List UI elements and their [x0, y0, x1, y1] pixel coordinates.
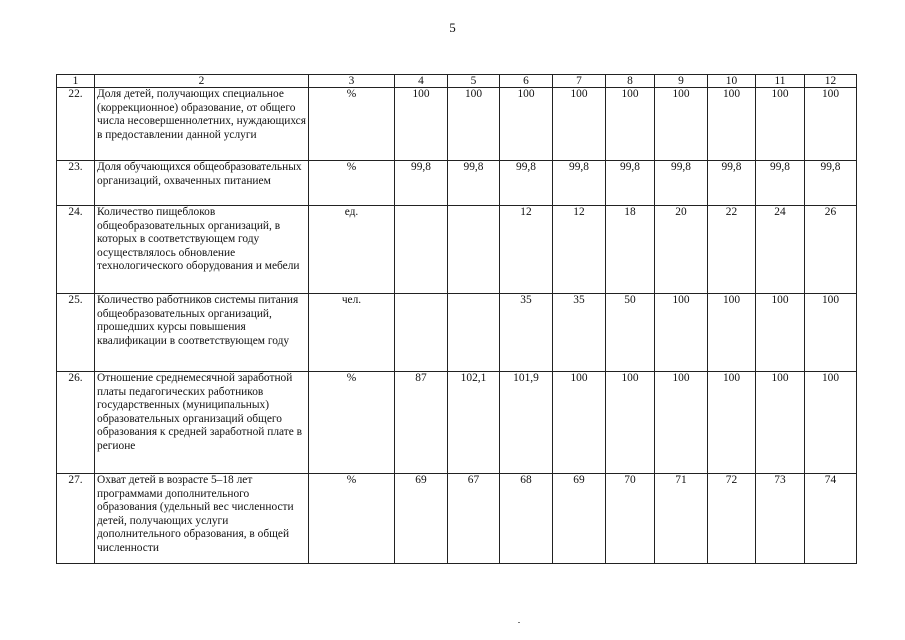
indicator-name: Охват детей в возрасте 5–18 лет программами дополнительного образования (удельный вес численности детей, получающих услуги дополнительного образования, в общей численности — [95, 474, 309, 564]
value-cell: 22 — [708, 206, 756, 294]
column-header: 9 — [655, 75, 708, 88]
value-cell: 87 — [395, 372, 448, 474]
value-cell: 100 — [708, 294, 756, 372]
row-number: 25. — [57, 294, 95, 372]
unit-cell: % — [309, 88, 395, 161]
value-cell: 99,8 — [606, 161, 655, 206]
value-cell: 100 — [500, 88, 553, 161]
column-header: 2 — [95, 75, 309, 88]
indicator-name: Количество работников системы питания общеобразовательных организаций, прошедших курсы повышения квалификации в соответствующем году — [95, 294, 309, 372]
column-header: 6 — [500, 75, 553, 88]
value-cell — [395, 206, 448, 294]
value-cell: 100 — [655, 88, 708, 161]
value-cell: 99,8 — [805, 161, 857, 206]
value-cell: 100 — [606, 372, 655, 474]
value-cell: 100 — [655, 372, 708, 474]
unit-cell: % — [309, 372, 395, 474]
value-cell: 73 — [756, 474, 805, 564]
value-cell: 99,8 — [756, 161, 805, 206]
value-cell: 100 — [395, 88, 448, 161]
column-header: 5 — [448, 75, 500, 88]
value-cell: 71 — [655, 474, 708, 564]
value-cell: 100 — [756, 88, 805, 161]
value-cell: 69 — [553, 474, 606, 564]
value-cell: 26 — [805, 206, 857, 294]
table-row — [57, 372, 857, 474]
column-header: 1 — [57, 75, 95, 88]
table-row — [57, 88, 857, 161]
value-cell — [448, 206, 500, 294]
value-cell: 100 — [606, 88, 655, 161]
indicator-name: Доля детей, получающих специальное (коррекционное) образование, от общего числа несовершеннолетних, нуждающихся в предоставлении данной услуги — [95, 88, 309, 161]
row-number: 24. — [57, 206, 95, 294]
value-cell: 35 — [500, 294, 553, 372]
value-cell: 70 — [606, 474, 655, 564]
value-cell: 50 — [606, 294, 655, 372]
unit-cell: чел. — [309, 294, 395, 372]
value-cell: 12 — [500, 206, 553, 294]
value-cell: 24 — [756, 206, 805, 294]
value-cell: 100 — [655, 294, 708, 372]
column-header: 12 — [805, 75, 857, 88]
value-cell: 100 — [553, 372, 606, 474]
value-cell: 100 — [805, 372, 857, 474]
column-header: 8 — [606, 75, 655, 88]
value-cell: 99,8 — [448, 161, 500, 206]
value-cell: 99,8 — [655, 161, 708, 206]
value-cell: 67 — [448, 474, 500, 564]
value-cell: 100 — [708, 372, 756, 474]
row-number: 23. — [57, 161, 95, 206]
row-number: 27. — [57, 474, 95, 564]
indicator-name: Количество пищеблоков общеобразовательных организаций, в которых в соответствующем году осуществлялось обновление технологического оборудования и мебели — [95, 206, 309, 294]
table-row — [57, 206, 857, 294]
indicator-name: Отношение среднемесячной заработной платы педагогических работников государственных (муниципальных) образовательных организаций общего образования к средней заработной плате в регионе — [95, 372, 309, 474]
row-number: 26. — [57, 372, 95, 474]
value-cell: 68 — [500, 474, 553, 564]
value-cell: 100 — [756, 294, 805, 372]
value-cell: 20 — [655, 206, 708, 294]
value-cell: 18 — [606, 206, 655, 294]
indicator-name: Доля обучающихся общеобразовательных организаций, охваченных питанием — [95, 161, 309, 206]
value-cell — [448, 294, 500, 372]
indicators-table — [56, 74, 857, 564]
value-cell: 99,8 — [395, 161, 448, 206]
unit-cell: % — [309, 474, 395, 564]
value-cell — [395, 294, 448, 372]
column-header: 10 — [708, 75, 756, 88]
value-cell: 99,8 — [708, 161, 756, 206]
value-cell: 99,8 — [500, 161, 553, 206]
value-cell: 100 — [756, 372, 805, 474]
scan-speck — [518, 622, 520, 623]
value-cell: 100 — [708, 88, 756, 161]
value-cell: 72 — [708, 474, 756, 564]
value-cell: 100 — [805, 88, 857, 161]
table-row — [57, 161, 857, 206]
column-header: 11 — [756, 75, 805, 88]
value-cell: 74 — [805, 474, 857, 564]
unit-cell: ед. — [309, 206, 395, 294]
table-row — [57, 474, 857, 564]
value-cell: 99,8 — [553, 161, 606, 206]
column-header: 3 — [309, 75, 395, 88]
value-cell: 100 — [448, 88, 500, 161]
value-cell: 100 — [805, 294, 857, 372]
unit-cell: % — [309, 161, 395, 206]
column-header: 7 — [553, 75, 606, 88]
page-number: 5 — [449, 20, 456, 35]
value-cell: 100 — [553, 88, 606, 161]
column-number-row — [57, 75, 857, 88]
table-row — [57, 294, 857, 372]
value-cell: 102,1 — [448, 372, 500, 474]
column-header: 4 — [395, 75, 448, 88]
value-cell: 69 — [395, 474, 448, 564]
value-cell: 12 — [553, 206, 606, 294]
row-number: 22. — [57, 88, 95, 161]
value-cell: 101,9 — [500, 372, 553, 474]
value-cell: 35 — [553, 294, 606, 372]
